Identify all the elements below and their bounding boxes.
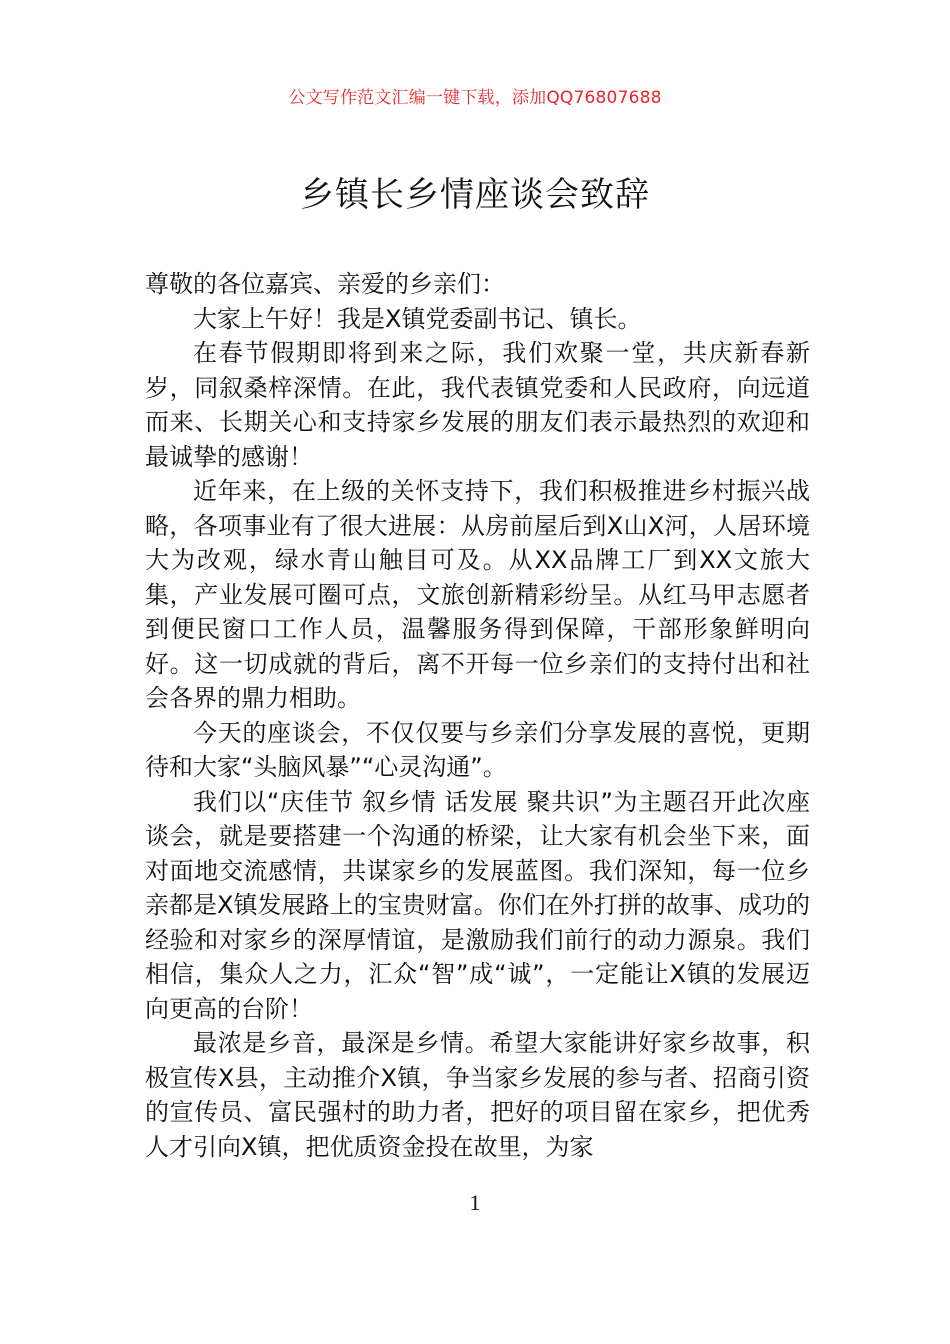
page-number: 1 <box>469 1190 481 1215</box>
paragraph-welcome: 在春节假期即将到来之际，我们欢聚一堂，共庆新春新岁，同叙桑梓深情。在此，我代表镇党委和人民政府，向远道而来、长期关心和支持家乡发展的朋友们表示最热烈的欢迎和最诚挚的感谢！ <box>145 339 810 471</box>
paragraph-greeting: 大家上午好！我是X镇党委副书记、镇长。 <box>193 304 642 333</box>
download-promo-note: 公文写作范文汇编一键下载，添加QQ76807688 <box>288 88 662 108</box>
paragraph-purpose: 今天的座谈会，不仅仅要与乡亲们分享发展的喜悦，更期待和大家“头脑风暴”“心灵沟通”。 <box>145 718 810 781</box>
salutation: 尊敬的各位嘉宾、亲爱的乡亲们： <box>145 270 505 298</box>
paragraph-achievements: 近年来，在上级的关怀支持下，我们积极推进乡村振兴战略，各项事业有了很大进展：从房前屋后到X山X河，人居环境大为改观，绿水青山触目可及。从XX品牌工厂到XX文旅大集，产业发展可圈可点，文旅创新精彩纷呈。从红马甲志愿者到便民窗口工作人员，温馨服务得到保障，干部形象鲜明向好。这一切成就的背后，离不开每一位乡亲们的支持付出和社会各界的鼎力相助。 <box>145 477 810 712</box>
paragraph-hopes: 最浓是乡音，最深是乡情。希望大家能讲好家乡故事，积极宣传X县，主动推介X镇，争当家乡发展的参与者、招商引资的宣传员、富民强村的助力者，把好的项目留在家乡，把优秀人才引向X镇，把优质资金投在故里，为家 <box>145 1029 810 1161</box>
paragraph-theme: 我们以“庆佳节 叙乡情 话发展 聚共识”为主题召开此次座谈会，就是要搭建一个沟通的桥梁，让大家有机会坐下来，面对面地交流感情，共谋家乡的发展蓝图。我们深知，每一位乡亲都是X镇发展路上的宝贵财富。你们在外打拼的故事、成功的经验和对家乡的深厚情谊，是激励我们前行的动力源泉。我们相信，集众人之力，汇众“智”成“诚”，一定能让X镇的发展迈向更高的台阶！ <box>145 787 810 1023</box>
document-title: 乡镇长乡情座谈会致辞 <box>300 175 650 215</box>
document-body <box>145 267 810 1164</box>
